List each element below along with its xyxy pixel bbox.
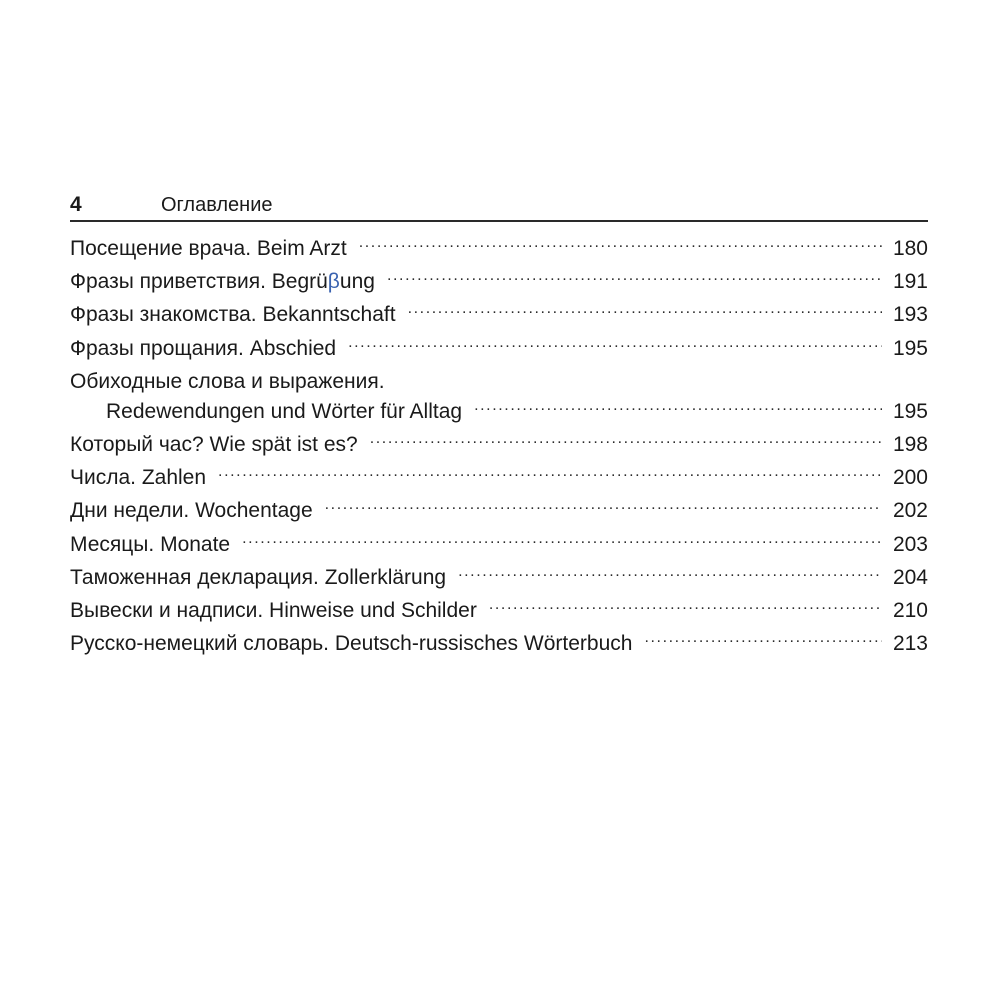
dot-leader [242,530,882,551]
toc-entry-page: 180 [892,237,928,260]
toc-entry-title: Таможенная декларация. Zollerklärung [70,565,447,589]
toc-entry[interactable] [70,265,928,298]
toc-entry[interactable] [70,298,928,331]
dot-leader [325,496,882,517]
dot-leader [359,234,882,255]
toc-entry[interactable] [70,494,928,527]
toc-entry-page: 204 [892,565,928,589]
dot-leader [218,463,882,484]
toc-entry[interactable] [70,461,928,494]
toc-entry-title: Вывески и надписи. Hinweise und Schilder [70,598,477,622]
toc-entry-page: 213 [892,632,928,656]
toc-entry[interactable] [70,395,928,428]
toc-entry[interactable] [70,594,928,627]
toc-entry-page: 202 [892,499,928,523]
toc-entry-title-part: ung [339,270,375,294]
dot-leader [370,430,882,451]
toc-entry-title-accent: β [327,270,340,294]
page-number: 4 [70,193,82,216]
toc-entry-title: Числа. Zahlen [70,466,207,490]
toc-entry-title: Дни недели. Wochentage [70,499,313,523]
toc-entry-title: Который час? Wie spät ist es? [70,432,358,456]
toc-entry-page: 210 [892,598,928,622]
toc-entry-page: 195 [892,399,928,423]
dot-leader [644,629,882,650]
toc-entry-title [70,265,375,298]
dot-leader [458,563,882,584]
toc-entry-page: 198 [892,432,928,456]
toc-entry-title: Фразы знакомства. Bekanntschaft [70,303,396,327]
toc-entry-title-continuation: Redewendungen und Wörter für Alltag [106,399,463,423]
toc-entry-page: 203 [892,532,928,556]
toc-entry[interactable] [70,232,928,265]
toc-entry[interactable] [70,627,928,660]
toc-entry[interactable] [70,332,928,365]
page-title: Оглавление [161,194,273,216]
toc-entry-title: Русско-немецкий словарь. Deutsch-russisches Wörterbuch [70,632,633,656]
running-head [70,192,928,222]
toc-entry-title: Посещение врача. Beim Arzt [70,237,347,260]
table-of-contents [70,232,928,660]
dot-leader [489,596,882,617]
dot-leader [387,267,882,288]
toc-entry-title: Фразы прощания. Abschied [70,336,337,360]
dot-leader [348,334,882,355]
toc-entry-page: 191 [892,270,928,294]
toc-entry[interactable] [70,428,928,461]
toc-entry-page: 200 [892,466,928,490]
toc-entry[interactable] [70,561,928,594]
toc-entry-title: Обиходные слова и выражения. [70,369,385,393]
toc-entry-page: 193 [892,303,928,327]
toc-page [70,192,928,660]
toc-entry-first-line[interactable] [70,365,928,395]
dot-leader [474,397,882,418]
dot-leader [408,300,882,321]
toc-entry-title-part: Фразы приветствия. Begrü [70,270,328,294]
toc-entry-page: 195 [892,336,928,360]
toc-entry[interactable] [70,528,928,561]
toc-entry-title: Месяцы. Monate [70,532,231,556]
